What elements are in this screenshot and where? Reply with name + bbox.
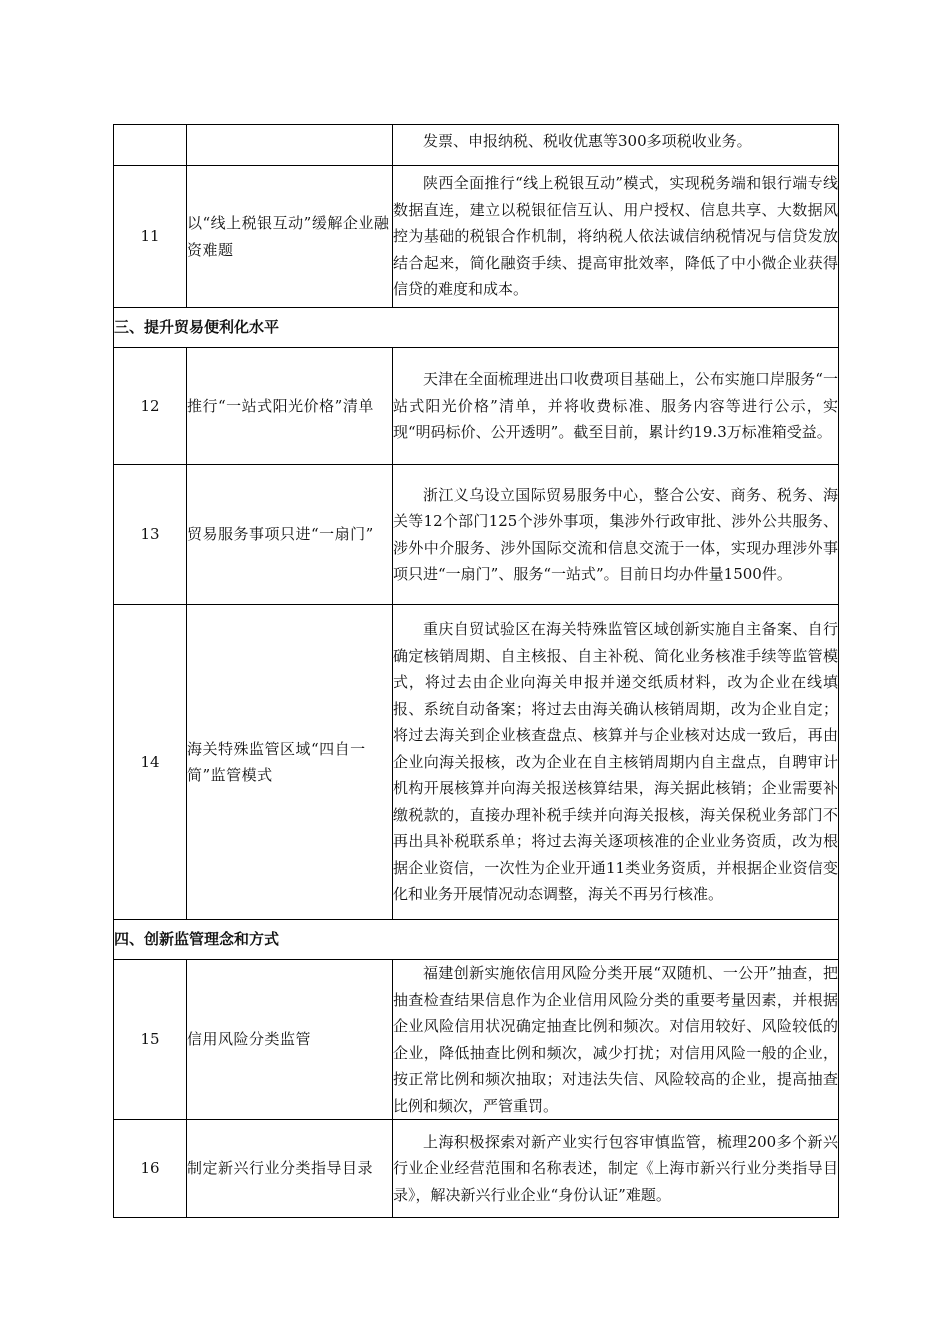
row-number: 14	[114, 605, 187, 920]
section-header-row	[114, 920, 839, 960]
row-title: 推行“一站式阳光价格”清单	[187, 348, 393, 465]
row-number: 15	[114, 960, 187, 1120]
table-row	[114, 1120, 839, 1218]
row-number	[114, 125, 187, 166]
measures-table	[113, 124, 839, 1218]
table-row	[114, 166, 839, 308]
table-row	[114, 605, 839, 920]
section-heading: 三、提升贸易便利化水平	[114, 308, 839, 348]
row-description: 上海积极探索对新产业实行包容审慎监管，梳理200多个新兴行业企业经营范围和名称表述，制定《上海市新兴行业分类指导目录》，解决新兴行业企业“身份认证”难题。	[393, 1120, 839, 1218]
section-header-row	[114, 308, 839, 348]
row-title	[187, 125, 393, 166]
row-description: 浙江义乌设立国际贸易服务中心，整合公安、商务、税务、海关等12个部门125个涉外事项，集涉外行政审批、涉外公共服务、涉外中介服务、涉外国际交流和信息交流于一体，实现办理涉外事项只进“一扇门”、服务“一站式”。目前日均办件量1500件。	[393, 465, 839, 605]
row-title: 海关特殊监管区域“四自一简”监管模式	[187, 605, 393, 920]
row-number: 11	[114, 166, 187, 308]
row-number: 12	[114, 348, 187, 465]
row-description: 发票、申报纳税、税收优惠等300多项税收业务。	[393, 125, 839, 166]
row-description: 陕西全面推行“线上税银互动”模式，实现税务端和银行端专线数据直连，建立以税银征信互认、用户授权、信息共享、大数据风控为基础的税银合作机制，将纳税人依法诚信纳税情况与信贷发放结合起来，简化融资手续、提高审批效率，降低了中小微企业获得信贷的难度和成本。	[393, 166, 839, 308]
row-title: 以“线上税银互动”缓解企业融资难题	[187, 166, 393, 308]
table-row	[114, 348, 839, 465]
table-row	[114, 960, 839, 1120]
table-row	[114, 465, 839, 605]
section-heading: 四、创新监管理念和方式	[114, 920, 839, 960]
row-title: 信用风险分类监管	[187, 960, 393, 1120]
row-description: 福建创新实施依信用风险分类开展“双随机、一公开”抽查，把抽查检查结果信息作为企业信用风险分类的重要考量因素，并根据企业风险信用状况确定抽查比例和频次。对信用较好、风险较低的企业，降低抽查比例和频次，减少打扰；对信用风险一般的企业，按正常比例和频次抽取；对违法失信、风险较高的企业，提高抽查比例和频次，严管重罚。	[393, 960, 839, 1120]
row-title: 制定新兴行业分类指导目录	[187, 1120, 393, 1218]
row-description: 天津在全面梳理进出口收费项目基础上，公布实施口岸服务“一站式阳光价格”清单，并将收费标准、服务内容等进行公示，实现“明码标价、公开透明”。截至目前，累计约19.3万标准箱受益。	[393, 348, 839, 465]
row-description: 重庆自贸试验区在海关特殊监管区域创新实施自主备案、自行确定核销周期、自主核报、自主补税、简化业务核准手续等监管模式，将过去由企业向海关申报并递交纸质材料，改为企业在线填报、系统自动备案；将过去由海关确认核销周期，改为企业自定；将过去海关到企业核查盘点、核算并与企业核对达成一致后，再由企业向海关报核，改为企业在自主核销周期内自主盘点，自聘审计机构开展核算并向海关报送核算结果，海关据此核销；企业需要补缴税款的，直接办理补税手续并向海关报核，海关保税业务部门不再出具补税联系单；将过去海关逐项核准的企业业务资质，改为根据企业资信，一次性为企业开通11类业务资质，并根据企业资信变化和业务开展情况动态调整，海关不再另行核准。	[393, 605, 839, 920]
row-number: 13	[114, 465, 187, 605]
row-title: 贸易服务事项只进“一扇门”	[187, 465, 393, 605]
table-row	[114, 125, 839, 166]
row-number: 16	[114, 1120, 187, 1218]
